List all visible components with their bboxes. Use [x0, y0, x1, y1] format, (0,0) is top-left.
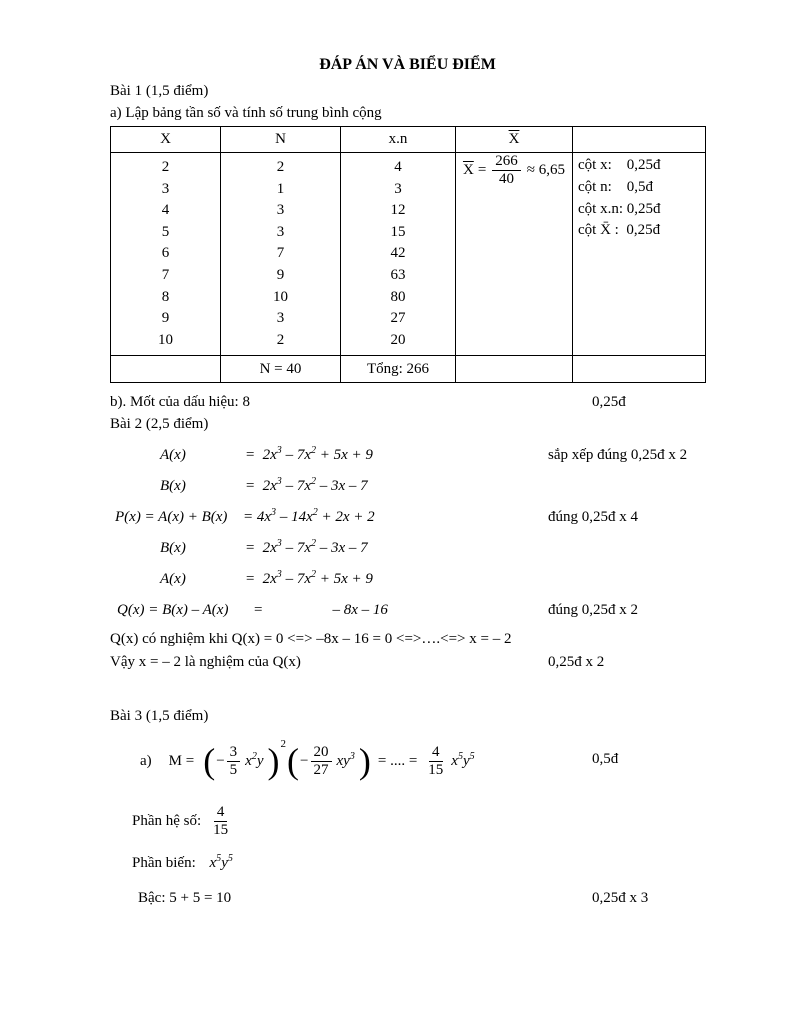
table-footer-row [111, 356, 706, 383]
poly-label-q: Q(x) = B(x) – A(x) [117, 602, 229, 619]
xn-value: 12 [390, 202, 406, 219]
n-value: 2 [276, 159, 285, 175]
xbar-formula-cell [456, 153, 573, 356]
bai2-line-p [110, 507, 705, 527]
factor1-exponent: 2 [280, 738, 287, 751]
n-value: 3 [276, 202, 285, 219]
page-title: ĐÁP ÁN VÀ BIỂU ĐIỂM [319, 56, 496, 73]
bien-label: Phần biến: [132, 855, 196, 872]
xn-value: 15 [390, 223, 406, 240]
bai1-part-a-label: a) Lập bảng tần số và tính số trung bình cộng [110, 105, 382, 121]
xbar-approx: ≈ 6,65 [526, 161, 566, 178]
footer-n-total: N = 40 [221, 356, 341, 383]
poly-label-b2: B(x) [160, 540, 186, 557]
header-xbar: $\overline{X}$ [456, 127, 573, 153]
heso-label: Phần hệ số: [132, 812, 202, 829]
poly-expr-q: – 8x – 16 [332, 602, 388, 619]
line-a1-score: sắp xếp đúng 0,25đ x 2 [548, 447, 688, 464]
result-vars: $x^5y^5$ [451, 750, 475, 769]
n-value: 1 [276, 180, 285, 197]
xbar-equals: = [477, 161, 487, 178]
bac-score: 0,25đ x 3 [592, 890, 649, 907]
xn-value: 63 [390, 266, 406, 283]
m-mid-equals: = .... = [377, 752, 418, 769]
header-x: X [111, 127, 221, 153]
bai2-vay-text: Vậy x = – 2 là nghiệm của Q(x) [110, 654, 301, 671]
xn-value: 27 [390, 310, 406, 327]
x-values-cell [111, 153, 221, 356]
bai1-part-b-text: b). Mốt của dấu hiệu: 8 [110, 394, 250, 411]
bai2-line-b2 [110, 538, 705, 558]
n-value: 7 [276, 245, 285, 262]
x-value: 6 [161, 245, 170, 262]
m-line-score: 0,5đ [592, 751, 619, 768]
close-paren-2: ) [358, 741, 371, 782]
factor1-sign: − [216, 752, 225, 769]
bai2-heading: Bài 2 (2,5 điểm) [110, 416, 209, 433]
poly-label-p: P(x) = A(x) + B(x) [115, 509, 228, 526]
factor1-vars: $x^2y$ [245, 750, 264, 769]
bai2-line-a2 [110, 569, 705, 589]
poly-label-a2: A(x) [160, 571, 186, 588]
poly-expr-b: = $2x^3 - 7x^2 - 3x - 7$ [245, 476, 368, 495]
xn-value: 42 [390, 245, 406, 262]
footer-empty-xbar [456, 356, 573, 383]
footer-empty-notes [573, 356, 706, 383]
poly-expr-a2: = $2x^3 - 7x^2 + 5x + 9$ [245, 569, 373, 588]
score-note: cột x.n: 0,25đ [578, 200, 661, 217]
n-value: 2 [276, 331, 285, 348]
bai2-line-b1 [110, 476, 705, 496]
bai2-vay-score: 0,25đ x 2 [548, 654, 605, 671]
bai2-vay-line [110, 652, 705, 672]
bai1-part-b-line [110, 392, 705, 412]
poly-label-a: A(x) [160, 447, 186, 464]
x-value: 3 [161, 180, 170, 197]
xbar-symbol: $\overline{X}$ [462, 161, 474, 178]
n-value: 9 [276, 266, 285, 283]
poly-expr-b2: = $2x^3 - 7x^2 - 3x - 7$ [245, 538, 368, 557]
bai3-heading: Bài 3 (1,5 điểm) [110, 708, 209, 725]
item-a-label: a) [140, 752, 152, 769]
factor2-vars: $xy^3$ [336, 750, 355, 769]
n-value: 3 [276, 223, 285, 240]
bai3-m-formula-line [110, 732, 705, 790]
bai2-line-q [110, 600, 705, 620]
bien-vars: $x^5y^5$ [209, 853, 233, 872]
x-value: 7 [161, 266, 170, 283]
xn-values-cell [341, 153, 456, 356]
x-value: 2 [161, 159, 170, 175]
header-notes-empty [573, 127, 706, 153]
x-value: 10 [158, 331, 173, 348]
factor2-sign: − [300, 752, 309, 769]
line-q-score: đúng 0,25đ x 2 [548, 602, 638, 619]
x-value: 8 [161, 288, 170, 305]
result-fraction: $\frac{4}{15}$ [428, 744, 444, 778]
bai1-heading: Bài 1 (1,5 điểm) [110, 83, 209, 99]
q-equals: = [254, 602, 263, 619]
header-xn: x.n [341, 127, 456, 153]
x-value: 4 [161, 202, 170, 219]
bai2-line-a1 [110, 445, 705, 465]
xn-value: 4 [394, 159, 402, 175]
x-value: 9 [161, 310, 170, 327]
bai2-nghiem-line: Q(x) có nghiệm khi Q(x) = 0 <=> –8x – 16 = 0 <=>….<=> x = – 2 [110, 631, 512, 648]
poly-label-b: B(x) [160, 478, 186, 495]
xbar-fraction: $\frac{266}{40}$ [492, 153, 521, 188]
score-note: cột n: 0,5đ [578, 178, 653, 195]
n-value: 10 [273, 288, 288, 305]
xn-value: 80 [390, 288, 406, 305]
frequency-table [110, 126, 706, 383]
footer-empty-x [111, 356, 221, 383]
bai3-heso-line [132, 798, 705, 844]
bai3-bac-line [138, 888, 705, 908]
close-paren-1: ) [267, 741, 280, 782]
score-note: cột x: 0,25đ [578, 157, 661, 173]
open-paren-1: ( [203, 741, 216, 782]
xn-value: 3 [394, 180, 402, 197]
factor2-fraction: $\frac{20}{27}$ [311, 744, 332, 779]
open-paren-2: ( [287, 741, 300, 782]
bac-text: Bậc: 5 + 5 = 10 [138, 890, 232, 907]
x-value: 5 [161, 223, 170, 240]
score-note: cột X̄ : 0,25đ [578, 222, 661, 239]
heso-fraction: $\frac{4}{15}$ [213, 804, 229, 838]
n-values-cell [221, 153, 341, 356]
xn-value: 20 [390, 331, 406, 348]
table-body-row [111, 153, 706, 356]
header-n: N [221, 127, 341, 153]
poly-expr-p: = $4x^3 - 14x^2 + 2x + 2$ [243, 507, 375, 526]
bai1-part-b-score: 0,25đ [592, 394, 626, 411]
m-lhs: M = [168, 752, 195, 769]
table-header-row [111, 127, 706, 153]
n-value: 3 [276, 310, 285, 327]
bai3-bien-line [132, 850, 705, 876]
poly-expr-a: = $2x^3 - 7x^2 + 5x + 9$ [245, 445, 373, 464]
factor1-fraction: $\frac{3}{5}$ [227, 744, 241, 779]
xbar-formula [463, 153, 565, 188]
line-p-score: đúng 0,25đ x 4 [548, 509, 638, 526]
score-notes-cell [573, 153, 706, 356]
footer-sum: Tổng: 266 [341, 356, 456, 383]
